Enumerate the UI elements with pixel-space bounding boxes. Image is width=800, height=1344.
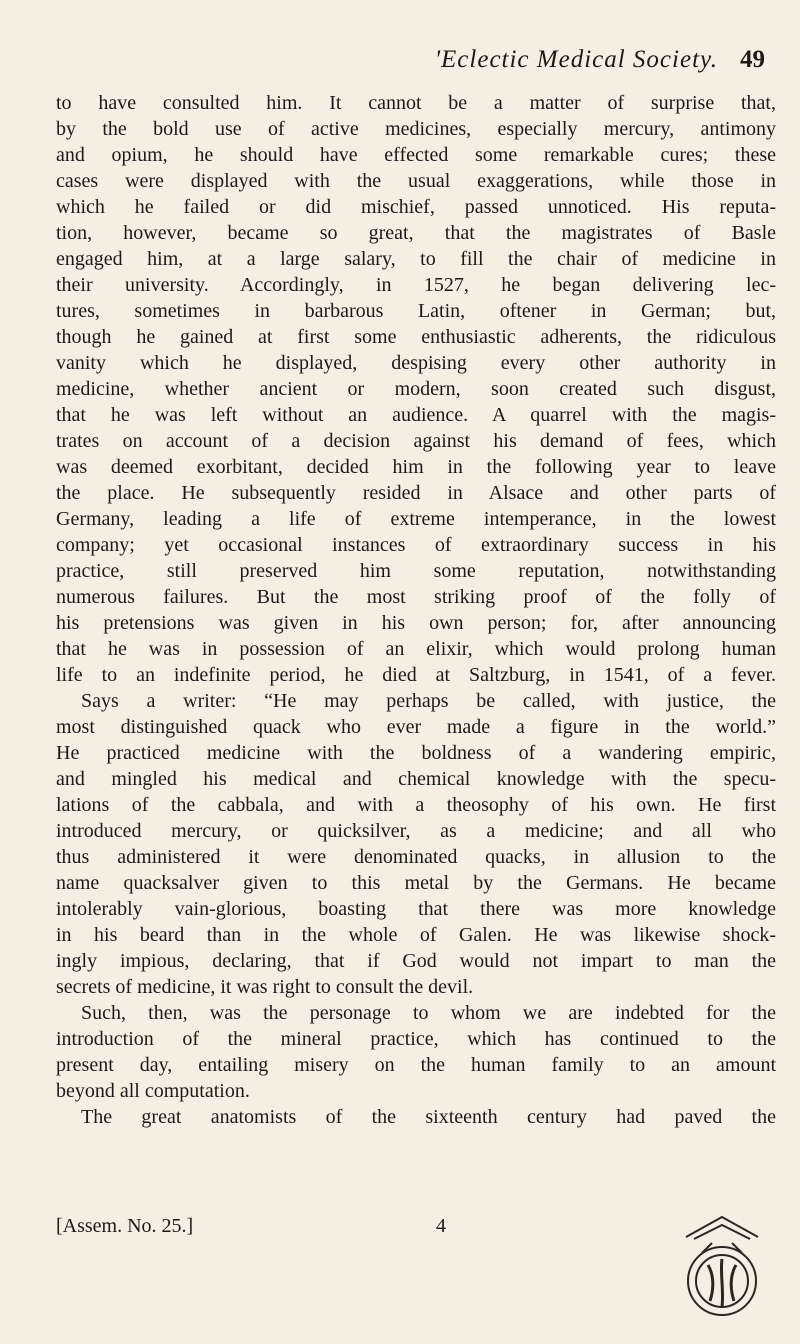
- text-line: company; yet occasional instances of extraordinary success in his: [56, 534, 776, 556]
- text-line: that he was in possession of an elixir, which would prolong human: [56, 638, 776, 660]
- body-text: [56, 90, 776, 1130]
- printer-signature: [Assem. No. 25.]: [56, 1215, 194, 1237]
- text-line: tures, sometimes in barbarous Latin, oftener in German; but,: [56, 300, 776, 322]
- text-line: present day, entailing misery on the human family to an amount: [56, 1054, 776, 1076]
- text-line: The great anatomists of the sixteenth century had paved the: [81, 1106, 776, 1128]
- text-line: Germany, leading a life of extreme intemperance, in the lowest: [56, 508, 776, 530]
- text-line: trates on account of a decision against his demand of fees, which: [56, 430, 776, 452]
- text-line: most distinguished quack who ever made a figure in the world.”: [56, 716, 776, 738]
- text-line: lations of the cabbala, and with a theosophy of his own. He first: [56, 794, 776, 816]
- text-line: secrets of medicine, it was right to consult the devil.: [56, 976, 474, 998]
- text-line: ingly impious, declaring, that if God would not impart to man the: [56, 950, 776, 972]
- text-line: Says a writer: “He may perhaps be called, with justice, the: [81, 690, 776, 712]
- text-line: though he gained at first some enthusiastic adherents, the ridiculous: [56, 326, 776, 348]
- text-line: thus administered it were denominated quacks, in allusion to the: [56, 846, 776, 868]
- text-line: which he failed or did mischief, passed unnoticed. His reputa-: [56, 196, 776, 218]
- text-line: that he was left without an audience. A quarrel with the magis-: [56, 404, 776, 426]
- text-line: introduction of the mineral practice, which has continued to the: [56, 1028, 776, 1050]
- text-line: Such, then, was the personage to whom we are indebted for the: [81, 1002, 776, 1024]
- running-head: [0, 46, 800, 86]
- stamp-roof-outline: [686, 1217, 758, 1237]
- text-line: He practiced medicine with the boldness of a wandering empiric,: [56, 742, 776, 764]
- text-line: his pretensions was given in his own person; for, after announcing: [56, 612, 776, 634]
- text-line: the place. He subsequently resided in Alsace and other parts of: [56, 482, 776, 504]
- text-line: by the bold use of active medicines, especially mercury, antimony: [56, 118, 776, 140]
- text-line: practice, still preserved him some reputation, notwithstanding: [56, 560, 776, 582]
- text-line: numerous failures. But the most striking proof of the folly of: [56, 586, 776, 608]
- text-line: was deemed exorbitant, decided him in the following year to leave: [56, 456, 776, 478]
- text-line: life to an indefinite period, he died at Saltzburg, in 1541, of a fever.: [56, 664, 776, 686]
- text-line: and opium, he should have effected some remarkable cures; these: [56, 144, 776, 166]
- text-line: in his beard than in the whole of Galen. He was likewise shock-: [56, 924, 776, 946]
- text-line: vanity which he displayed, despising every other authority in: [56, 352, 776, 374]
- running-title: 'Eclectic Medical Society.: [434, 46, 718, 73]
- text-line: medicine, whether ancient or modern, soon created such disgust,: [56, 378, 776, 400]
- text-line: tion, however, became so great, that the magistrates of Basle: [56, 222, 776, 244]
- page-number: 49: [740, 46, 765, 73]
- text-line: their university. Accordingly, in 1527, he began delivering lec-: [56, 274, 776, 296]
- text-line: to have consulted him. It cannot be a matter of surprise that,: [56, 92, 776, 114]
- signature-mark: 4: [436, 1215, 446, 1237]
- text-line: introduced mercury, or quicksilver, as a medicine; and all who: [56, 820, 776, 842]
- text-line: engaged him, at a large salary, to fill the chair of medicine in: [56, 248, 776, 270]
- text-line: intolerably vain-glorious, boasting that there was more knowledge: [56, 898, 776, 920]
- text-line: and mingled his medical and chemical knowledge with the specu-: [56, 768, 776, 790]
- text-line: beyond all computation.: [56, 1080, 250, 1102]
- page-footer: [56, 1215, 776, 1245]
- text-line: name quacksalver given to this metal by the Germans. He became: [56, 872, 776, 894]
- text-line: cases were displayed with the usual exaggerations, while those in: [56, 170, 776, 192]
- library-stamp: [672, 1213, 772, 1328]
- stamp-emblem: [708, 1259, 736, 1307]
